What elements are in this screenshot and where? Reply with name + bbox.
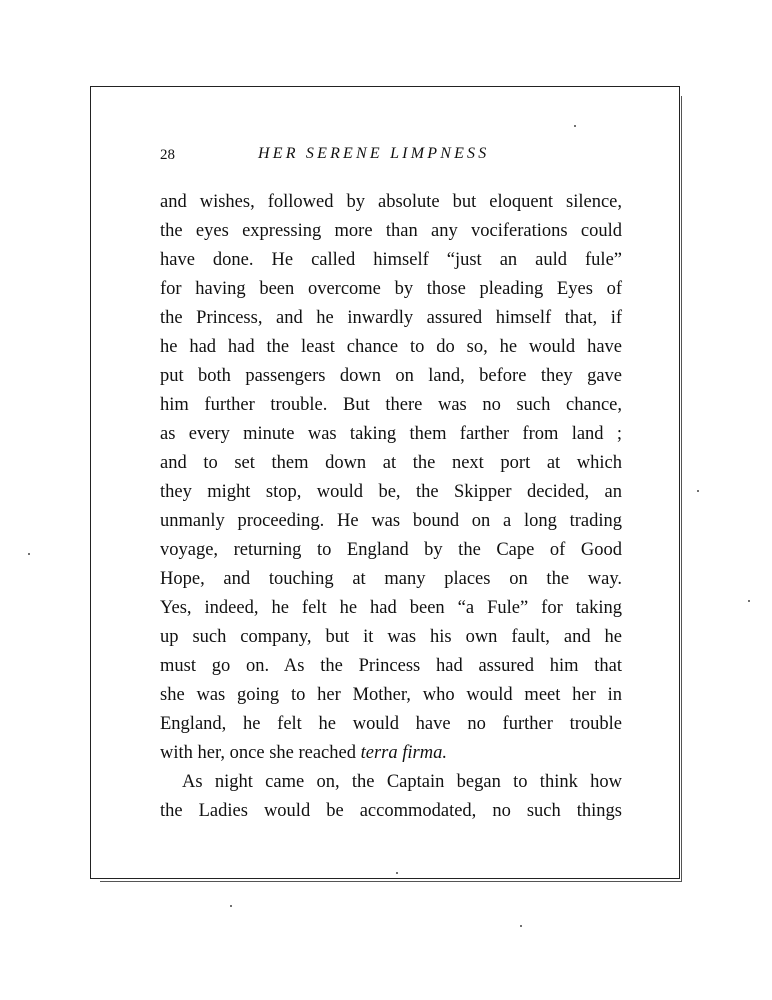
scan-speck bbox=[28, 553, 30, 555]
italic-phrase: terra firma. bbox=[360, 743, 447, 763]
text-line: for having been overcome by those pleading Eyes of bbox=[160, 279, 622, 299]
text-line: put both passengers down on land, before they gave bbox=[160, 366, 622, 386]
text-line: they might stop, would be, the Skipper decided, an bbox=[160, 482, 622, 502]
running-title: HER SERENE LIMPNESS bbox=[258, 145, 490, 162]
scan-speck bbox=[574, 125, 576, 127]
text-line: must go on. As the Princess had assured him that bbox=[160, 656, 622, 676]
text-line: she was going to her Mother, who would meet her in bbox=[160, 685, 622, 705]
text-line: unmanly proceeding. He was bound on a long trading bbox=[160, 511, 622, 531]
text-run: with her, once she reached bbox=[160, 743, 361, 763]
body-text bbox=[160, 188, 622, 826]
text-line: Yes, indeed, he felt he had been “a Fule” for taking bbox=[160, 598, 622, 618]
paragraph-start-line: As night came on, the Captain began to think how bbox=[182, 772, 622, 792]
paragraph-end-line bbox=[160, 739, 622, 768]
text-line: and wishes, followed by absolute but eloquent silence, bbox=[160, 192, 622, 212]
text-line: have done. He called himself “just an auld fule” bbox=[160, 250, 622, 270]
text-line: and to set them down at the next port at which bbox=[160, 453, 622, 473]
text-line: England, he felt he would have no further trouble bbox=[160, 714, 622, 734]
text-line: the Ladies would be accommodated, no such things bbox=[160, 801, 622, 821]
page-header bbox=[160, 145, 630, 169]
text-line: the Princess, and he inwardly assured himself that, if bbox=[160, 308, 622, 328]
text-line: him further trouble. But there was no such chance, bbox=[160, 395, 622, 415]
text-line: he had had the least chance to do so, he would have bbox=[160, 337, 622, 357]
scan-speck bbox=[396, 872, 398, 874]
text-line: Hope, and touching at many places on the way. bbox=[160, 569, 622, 589]
text-line: as every minute was taking them farther from land ; bbox=[160, 424, 622, 444]
text-line: voyage, returning to England by the Cape of Good bbox=[160, 540, 622, 560]
scan-speck bbox=[520, 925, 522, 927]
scan-speck bbox=[230, 905, 232, 907]
scan-speck bbox=[748, 600, 750, 602]
text-line: up such company, but it was his own fault, and he bbox=[160, 627, 622, 647]
page-number: 28 bbox=[160, 147, 175, 163]
scan-speck bbox=[697, 490, 699, 492]
text-line: the eyes expressing more than any vociferations could bbox=[160, 221, 622, 241]
